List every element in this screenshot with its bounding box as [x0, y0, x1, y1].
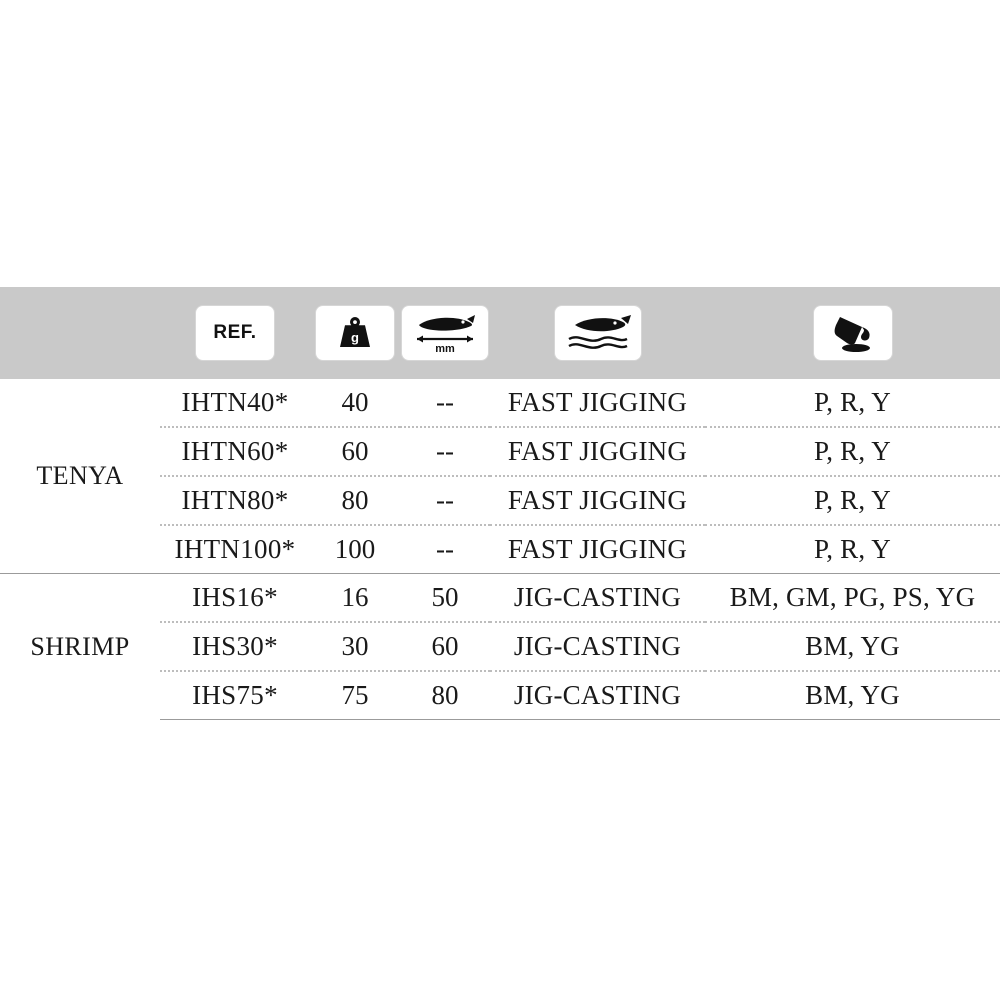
cell-action: JIG-CASTING	[490, 671, 705, 720]
cell-length: --	[400, 525, 490, 574]
cell-action: FAST JIGGING	[490, 476, 705, 525]
header-ref-cell	[160, 287, 310, 379]
cell-ref: IHTN80*	[160, 476, 310, 525]
table-header	[0, 287, 1000, 379]
svg-text:mm: mm	[435, 343, 455, 355]
cell-length: 80	[400, 671, 490, 720]
cell-weight: 16	[310, 574, 400, 623]
cell-ref: IHTN100*	[160, 525, 310, 574]
table-row	[0, 379, 1000, 427]
cell-colors: P, R, Y	[705, 427, 1000, 476]
cell-colors: BM, YG	[705, 671, 1000, 720]
cell-colors: P, R, Y	[705, 476, 1000, 525]
cell-colors: P, R, Y	[705, 525, 1000, 574]
cell-action: FAST JIGGING	[507, 387, 688, 417]
cell-length: --	[436, 387, 454, 417]
cell-length: 50	[400, 574, 490, 623]
weight-icon	[316, 306, 394, 360]
cell-weight: 80	[310, 476, 400, 525]
header-group-cell	[0, 287, 160, 379]
specification-table	[0, 287, 1000, 720]
cell-weight: 30	[310, 622, 400, 671]
cell-colors: P, R, Y	[814, 387, 891, 417]
cell-action: JIG-CASTING	[490, 622, 705, 671]
group-label-tenya: TENYA	[36, 461, 124, 490]
lure-size-icon	[402, 306, 488, 360]
cell-length: 60	[400, 622, 490, 671]
cell-action: JIG-CASTING	[490, 574, 705, 623]
lure-action-icon	[555, 306, 641, 360]
cell-ref: IHTN40*	[181, 387, 289, 417]
paint-bucket-icon	[814, 306, 892, 360]
cell-weight: 100	[310, 525, 400, 574]
cell-ref: IHS75*	[160, 671, 310, 720]
cell-ref: IHS30*	[160, 622, 310, 671]
header-action-cell	[490, 287, 705, 379]
header-length-cell	[400, 287, 490, 379]
cell-colors: BM, YG	[705, 622, 1000, 671]
table-row	[0, 574, 1000, 623]
cell-ref: IHTN60*	[160, 427, 310, 476]
svg-text:g: g	[351, 330, 359, 345]
cell-weight: 75	[310, 671, 400, 720]
ref-icon	[196, 306, 274, 360]
group-label-shrimp: SHRIMP	[0, 574, 160, 720]
cell-weight: 60	[310, 427, 400, 476]
header-weight-cell	[310, 287, 400, 379]
cell-length: --	[400, 476, 490, 525]
header-row	[0, 287, 1000, 379]
ref-icon-label: REF.	[213, 322, 257, 343]
cell-length: --	[400, 427, 490, 476]
table-body	[0, 379, 1000, 720]
header-colors-cell	[705, 287, 1000, 379]
cell-action: FAST JIGGING	[490, 427, 705, 476]
cell-action: FAST JIGGING	[490, 525, 705, 574]
cell-colors: BM, GM, PG, PS, YG	[705, 574, 1000, 623]
cell-weight: 40	[341, 387, 369, 417]
cell-ref: IHS16*	[160, 574, 310, 623]
